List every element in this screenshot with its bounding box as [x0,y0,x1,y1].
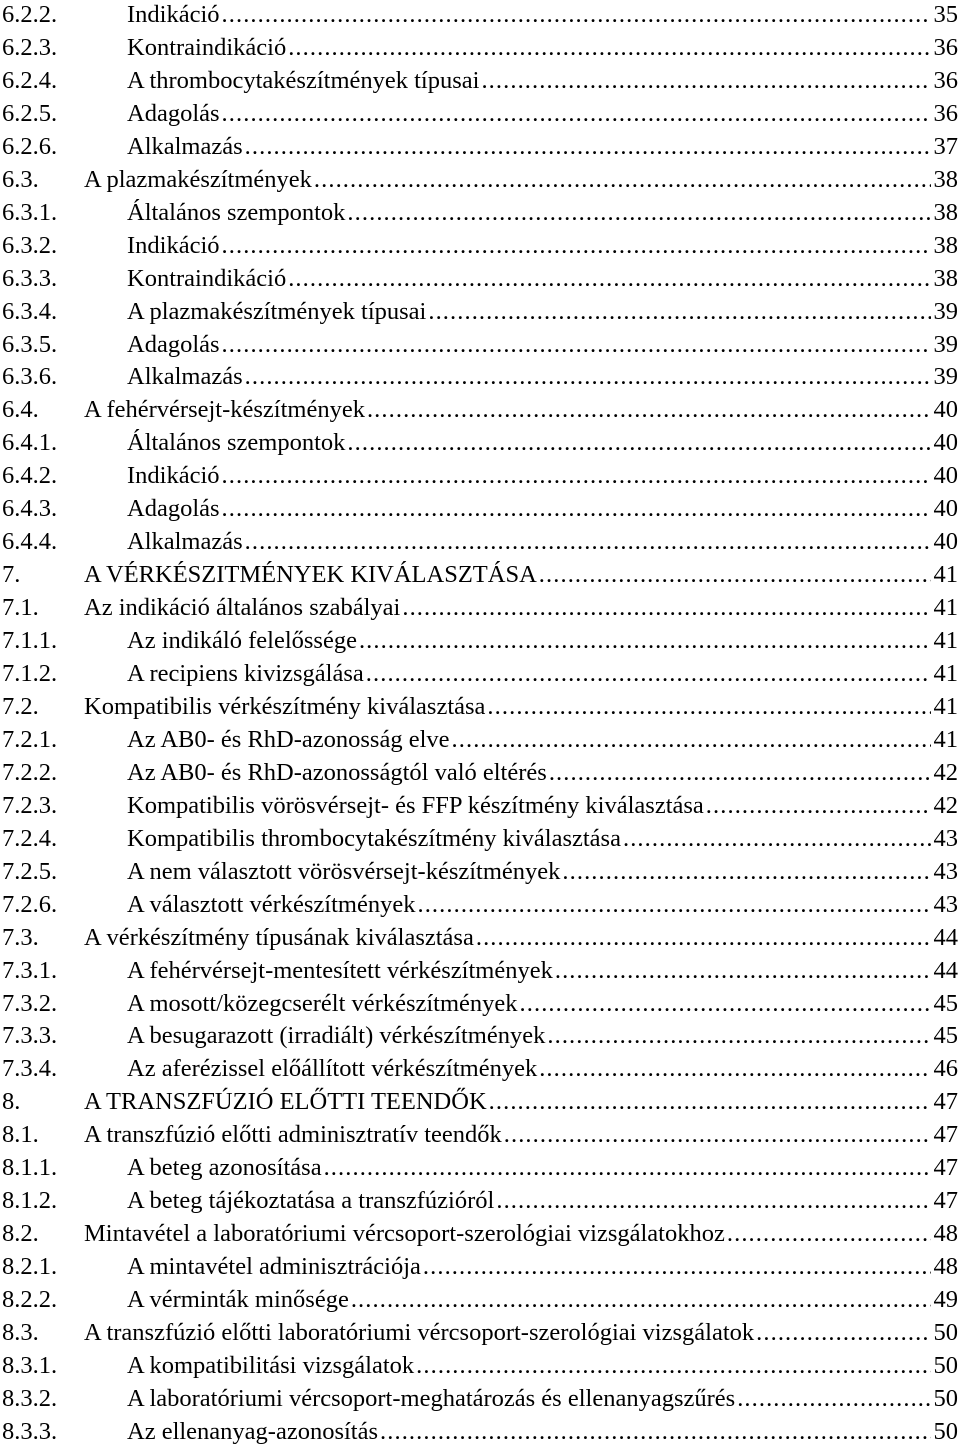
toc-entry-title: A besugarazott (irradiált) vérkészítmények [127,1022,546,1050]
dot-leader [426,295,930,328]
toc-entry-number: 6.3.6. [2,363,58,391]
toc-entry-page-number: 43 [933,890,958,918]
toc-entry-title: A fehérvérsejt-készítmények [84,396,365,424]
toc-entry-number: 8.3.1. [2,1351,58,1379]
toc-entry-page-number: 40 [933,495,958,523]
toc-entry-number: 7.1.1. [2,627,58,655]
toc-entry-title: A recipiens kivizsgálása [127,660,364,687]
toc-entry-title: Kompatibilis thrombocytakészítmény kiválasztása [127,824,621,852]
dot-leader [400,591,930,624]
toc-entry-page-number: 43 [933,824,958,852]
dot-leader [414,1349,930,1382]
dot-leader [365,393,931,426]
toc-entry[interactable] [0,822,960,855]
toc-entry-line [127,328,960,361]
toc-entry[interactable] [0,888,960,921]
toc-entry-page-number: 48 [933,1220,958,1248]
toc-entry-line [127,657,960,690]
dot-leader [286,31,930,64]
dot-leader [220,459,931,492]
toc-entry-number: 7.3.4. [2,1055,58,1083]
toc-entry-title: A kompatibilitási vizsgálatok [127,1351,415,1379]
toc-entry-number: 7.2.6. [2,890,58,918]
dot-leader [378,1415,930,1448]
toc-entry[interactable] [0,987,960,1020]
toc-entry-page-number: 36 [933,33,958,61]
toc-entry[interactable] [0,1118,960,1151]
toc-entry-line [84,591,960,624]
toc-entry-number: 8. [2,1088,21,1116]
toc-entry-number: 8.1. [2,1121,39,1149]
toc-entry[interactable] [0,360,960,393]
toc-entry-number: 6.4.2. [2,462,58,490]
toc-entry-title: Alkalmazás [127,528,243,556]
toc-entry-number: 6.4.4. [2,528,58,556]
toc-entry-page-number: 42 [933,758,958,786]
dot-leader [537,558,931,591]
toc-entry[interactable] [0,1250,960,1283]
toc-entry[interactable] [0,657,960,690]
toc-entry-title: A beteg azonosítása [127,1154,322,1182]
toc-entry-page-number: 50 [933,1384,958,1412]
toc-entry-title: A plazmakészítmények [84,165,312,193]
toc-entry[interactable] [0,1217,960,1250]
toc-entry-number: 7.1. [2,594,39,622]
toc-entry-title: Kontraindikáció [127,33,287,61]
toc-entry-title: Kontraindikáció [127,264,287,292]
toc-entry-line [127,64,960,97]
toc-entry[interactable] [0,1019,960,1052]
toc-entry-number: 7.3.1. [2,956,58,984]
toc-entry-page-number: 49 [933,1286,958,1314]
toc-entry[interactable] [0,130,960,163]
toc-entry-number: 7.2.3. [2,791,58,819]
toc-entry[interactable] [0,262,960,295]
toc-entry-page-number: 40 [933,462,958,490]
toc-entry[interactable] [0,1283,960,1316]
toc-entry[interactable] [0,1085,960,1118]
toc-entry-number: 6.2.2. [2,1,58,28]
dot-leader [345,426,930,459]
toc-entry[interactable] [0,1052,960,1085]
toc-entry-page-number: 38 [933,198,958,226]
toc-entry-title: Adagolás [127,495,220,523]
toc-entry[interactable] [0,64,960,97]
toc-entry-title: A fehérvérsejt-mentesített vérkészítmények [127,956,553,984]
toc-entry-title: A beteg tájékoztatása a transzfúzióról [127,1187,495,1215]
dot-leader [553,954,931,987]
toc-entry[interactable] [0,789,960,822]
toc-entry-page-number: 41 [933,594,958,622]
dot-leader [545,1019,930,1052]
toc-entry[interactable] [0,1184,960,1217]
toc-entry[interactable] [0,1349,960,1382]
toc-entry-title: A transzfúzió előtti laboratóriumi vércsoport-szerológiai vizsgálatok [84,1319,755,1346]
toc-entry-title: Az aferézissel előállított vérkészítmények [127,1055,538,1083]
toc-entry-number: 8.3.3. [2,1417,58,1445]
toc-entry[interactable] [0,0,960,31]
toc-entry-line [84,1085,960,1118]
dot-leader [487,1085,931,1118]
toc-entry-page-number: 39 [933,330,958,358]
toc-entry-line [127,1052,960,1085]
toc-entry-page-number: 38 [933,231,958,259]
toc-entry-page-number: 37 [933,132,958,160]
toc-entry-title: A nem választott vörösvérsejt-készítmények [127,857,561,885]
toc-entry-line [127,426,960,459]
toc-entry-number: 7.3.3. [2,1022,58,1050]
dot-leader [494,1184,930,1217]
toc-entry[interactable] [0,525,960,558]
toc-entry[interactable] [0,591,960,624]
dot-leader [415,888,930,921]
toc-entry-title: A laboratóriumi vércsoport-meghatározás és ellenanyagszűrés [127,1384,736,1412]
toc-entry-page-number: 40 [933,396,958,424]
toc-entry[interactable] [0,690,960,723]
toc-entry-line [127,1415,960,1448]
toc-entry-title: A VÉRKÉSZITMÉNYEK KIVÁLASZTÁSA [84,561,537,589]
toc-entry[interactable] [0,855,960,888]
toc-entry[interactable] [0,31,960,64]
toc-entry-title: Kompatibilis vérkészítmény kiválasztása [84,692,486,720]
toc-entry-page-number: 41 [933,627,958,655]
toc-entry-title: Indikáció [127,231,220,259]
toc-entry[interactable] [0,1316,960,1349]
toc-entry-number: 6.3.4. [2,297,58,325]
toc-entry[interactable] [0,756,960,789]
toc-entry-number: 6.4.3. [2,495,58,523]
toc-entry-number: 7. [2,561,21,589]
toc-entry-number: 6.4.1. [2,429,58,457]
toc-entry-number: 6.3.1. [2,198,58,226]
dot-leader [243,525,931,558]
toc-entry-line [127,360,960,393]
toc-entry[interactable] [0,1382,960,1415]
dot-leader [518,987,931,1020]
toc-entry[interactable] [0,163,960,196]
toc-entry[interactable] [0,723,960,756]
toc-entry-page-number: 39 [933,363,958,391]
toc-entry-number: 7.2.4. [2,824,58,852]
toc-entry-line [127,624,960,657]
toc-entry-line [127,888,960,921]
toc-entry-line [84,163,960,196]
dot-leader [220,492,931,525]
toc-entry-number: 6.2.6. [2,132,58,160]
toc-entry-line [127,855,960,888]
toc-entry-line [127,0,960,31]
toc-entry-title: A mosott/közegcserélt vérkészítmények [127,989,518,1017]
toc-entry-line [127,1250,960,1283]
toc-entry-number: 7.2.1. [2,725,58,753]
toc-entry-title: Az AB0- és RhD-azonosság elve [127,725,450,753]
dot-leader [537,1052,930,1085]
dot-leader [220,328,931,361]
dot-leader [421,1250,931,1283]
toc-entry-page-number: 36 [933,66,958,94]
toc-entry-page-number: 38 [933,165,958,193]
toc-entry-line [127,723,960,756]
toc-entry-line [127,492,960,525]
toc-entry-number: 6.4. [2,396,39,424]
toc-entry-line [127,1184,960,1217]
dot-leader [547,756,931,789]
dot-leader [345,196,930,229]
dot-leader [286,262,930,295]
toc-entry-title: A plazmakészítmények típusai [127,297,427,325]
toc-entry-number: 6.2.5. [2,99,58,127]
toc-entry-line [127,954,960,987]
dot-leader [754,1316,930,1349]
toc-entry-line [127,1151,960,1184]
toc-entry-title: Indikáció [127,1,220,28]
toc-entry-line [127,295,960,328]
toc-entry[interactable] [0,426,960,459]
toc-entry-number: 7.2.2. [2,758,58,786]
toc-entry-title: Általános szempontok [127,429,346,457]
dot-leader [502,1118,931,1151]
toc-entry-page-number: 48 [933,1253,958,1281]
toc-entry-page-number: 40 [933,429,958,457]
dot-leader [485,690,930,723]
toc-entry-line [127,459,960,492]
toc-entry-number: 8.3. [2,1319,39,1346]
toc-entry[interactable] [0,328,960,361]
toc-entry[interactable] [0,558,960,591]
toc-entry-page-number: 38 [933,264,958,292]
toc-entry-title: Kompatibilis vörösvérsejt- és FFP készítmény kiválasztása [127,791,704,819]
toc-entry-number: 8.3.2. [2,1384,58,1412]
toc-entry-title: A választott vérkészítmények [127,890,416,918]
toc-entry-page-number: 47 [933,1187,958,1215]
toc-entry-number: 8.1.2. [2,1187,58,1215]
toc-entry-page-number: 47 [933,1154,958,1182]
dot-leader [243,130,931,163]
toc-entry[interactable] [0,295,960,328]
toc-entry-title: Adagolás [127,330,220,358]
toc-entry-number: 8.2. [2,1220,39,1248]
toc-entry-page-number: 44 [933,956,958,984]
toc-entry-title: Az indikáló felelőssége [127,627,357,655]
toc-entry-line [127,229,960,262]
dot-leader [312,163,931,196]
toc-entry-line [84,1118,960,1151]
toc-entry-number: 8.2.2. [2,1286,58,1314]
dot-leader [735,1382,930,1415]
toc-entry[interactable] [0,97,960,130]
toc-entry-number: 7.3.2. [2,989,58,1017]
toc-entry-title: Az AB0- és RhD-azonosságtól való eltérés [127,758,547,786]
toc-entry-number: 8.2.1. [2,1253,58,1281]
toc-entry-line [127,196,960,229]
dot-leader [220,229,931,262]
toc-entry-page-number: 41 [933,561,958,589]
toc-entry-page-number: 39 [933,297,958,325]
toc-entry-title: Alkalmazás [127,132,243,160]
toc-entry-title: Mintavétel a laboratóriumi vércsoport-szerológiai vizsgálatokhoz [84,1220,725,1248]
toc-entry-number: 7.1.2. [2,660,58,687]
toc-entry-page-number: 35 [933,1,958,28]
toc-entry-page-number: 41 [933,660,958,687]
dot-leader [450,723,931,756]
toc-entry-title: Alkalmazás [127,363,243,391]
dot-leader [220,0,931,31]
toc-entry-line [84,558,960,591]
toc-entry-title: A TRANSZFÚZIÓ ELŐTTI TEENDŐK [84,1088,487,1116]
dot-leader [357,624,931,657]
dot-leader [621,822,931,855]
toc-entry-title: A vérkészítmény típusának kiválasztása [84,923,474,951]
toc-entry-title: A thrombocytakészítmények típusai [127,66,480,94]
toc-entry-page-number: 45 [933,1022,958,1050]
toc-entry-line [84,690,960,723]
dot-leader [725,1217,931,1250]
toc-entry-line [127,97,960,130]
toc-entry[interactable] [0,921,960,954]
toc-entry-line [127,1349,960,1382]
toc-entry-title: A mintavétel adminisztrációja [127,1253,421,1281]
toc-entry-line [127,262,960,295]
toc-entry-line [84,393,960,426]
toc-entry[interactable] [0,229,960,262]
toc-entry-page-number: 43 [933,857,958,885]
toc-entry-title: A vérminták minősége [127,1286,349,1314]
toc-entry-line [127,1019,960,1052]
toc-entry[interactable] [0,492,960,525]
toc-entry-line [127,756,960,789]
toc-entry-page-number: 44 [933,923,958,951]
toc-entry[interactable] [0,954,960,987]
toc-entry-title: Adagolás [127,99,220,127]
toc-entry-title: Indikáció [127,462,220,490]
toc-entry-title: A transzfúzió előtti adminisztratív teendők [84,1121,502,1149]
toc-entry-page-number: 41 [933,725,958,753]
toc-entry-number: 6.3.2. [2,231,58,259]
toc-entry-line [127,789,960,822]
toc-entry-number: 6.3.3. [2,264,58,292]
toc-entry-number: 7.2.5. [2,857,58,885]
toc-entry-line [127,130,960,163]
toc-entry-number: 8.1.1. [2,1154,58,1182]
dot-leader [560,855,930,888]
toc-entry[interactable] [0,1415,960,1448]
toc-entry[interactable] [0,393,960,426]
toc-entry-number: 6.3.5. [2,330,58,358]
dot-leader [220,97,931,130]
toc-entry-line [127,1382,960,1415]
toc-entry-line [127,822,960,855]
toc-entry-line [84,1217,960,1250]
toc-entry-number: 6.3. [2,165,39,193]
toc-entry-page-number: 46 [933,1055,958,1083]
dot-leader [479,64,930,97]
toc-entry-page-number: 50 [933,1319,958,1346]
toc-entry-title: Az indikáció általános szabályai [84,594,401,622]
toc-entry-number: 6.2.4. [2,66,58,94]
toc-entry-page-number: 47 [933,1088,958,1116]
toc-entry-page-number: 40 [933,528,958,556]
toc-entry-line [84,1316,960,1349]
dot-leader [322,1151,931,1184]
toc-entry-page-number: 42 [933,791,958,819]
toc-entry-number: 7.2. [2,692,39,720]
toc-entry[interactable] [0,1151,960,1184]
toc-entry[interactable] [0,624,960,657]
toc-entry-line [127,1283,960,1316]
toc-entry[interactable] [0,196,960,229]
toc-entry-number: 6.2.3. [2,33,58,61]
toc-entry-page-number: 50 [933,1417,958,1445]
toc-entry-page-number: 45 [933,989,958,1017]
toc-entry-number: 7.3. [2,923,39,951]
toc-entry-page-number: 50 [933,1351,958,1379]
toc-entry-line [84,921,960,954]
dot-leader [364,657,931,690]
toc-entry-line [127,987,960,1020]
dot-leader [349,1283,931,1316]
toc-entry-line [127,525,960,558]
toc-entry-page-number: 41 [933,692,958,720]
dot-leader [704,789,931,822]
toc-entry-page-number: 47 [933,1121,958,1149]
toc-entry[interactable] [0,459,960,492]
toc-entry-title: Általános szempontok [127,198,346,226]
toc-entry-page-number: 36 [933,99,958,127]
toc-entry-line [127,31,960,64]
dot-leader [474,921,931,954]
toc-entry-title: Az ellenanyag-azonosítás [127,1417,379,1445]
dot-leader [243,360,931,393]
